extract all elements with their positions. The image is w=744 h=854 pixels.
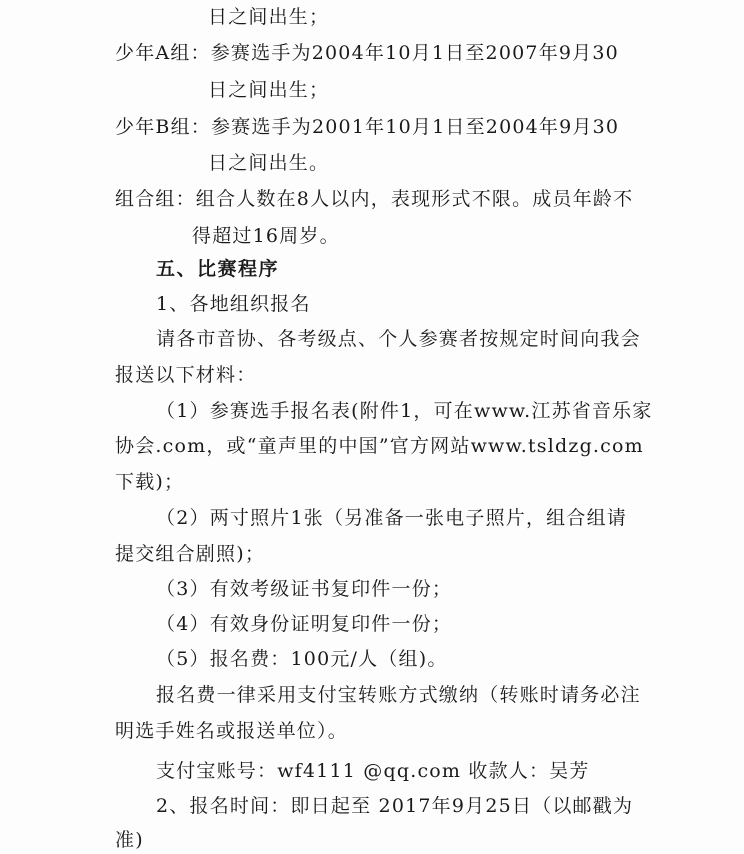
text-line-15: （2）两寸照片1张（另准备一张电子照片，组合组请 [156,507,627,529]
text-line-4: 少年B组：参赛选手为2001年10月1日至2004年9月30 [115,116,620,138]
text-line-16: 提交组合剧照)； [115,543,266,565]
payment-account-line: 支付宝账号：wf4111 @qq.com 收款人：吴芳 [156,760,590,782]
text-line-2: 少年A组：参赛选手为2004年10月1日至2007年9月30 [115,42,619,64]
text-line-3: 日之间出生； [208,79,330,101]
text-line-7: 得超过16周岁。 [192,225,340,247]
text-line-1: 日之间出生； [208,6,330,28]
text-line-11: 报送以下材料： [115,364,257,386]
text-line-24: 准) [115,829,144,851]
text-line-10: 请各市音协、各考级点、个人参赛者按规定时间向我会 [156,328,641,350]
section-heading: 五、比赛程序 [156,258,280,280]
text-line-23: 2、报名时间：即日起至 2017年9月25日（以邮戳为 [156,795,634,817]
text-line-20: 报名费一律采用支付宝转账方式缴纳（转账时请务必注 [156,684,641,706]
text-line-6: 组合组：组合人数在8人以内，表现形式不限。成员年龄不 [115,188,634,210]
text-line-12: （1）参赛选手报名表(附件1，可在www.江苏省音乐家 [156,400,653,422]
text-line-21: 明选手姓名或报送单位）。 [115,720,348,742]
text-line-17: （3）有效考级证书复印件一份； [156,578,453,600]
text-line-19: （5）报名费：100元/人（组)。 [156,648,448,670]
text-line-14: 下载)； [115,471,185,493]
text-line-18: （4）有效身份证明复印件一份； [156,613,453,635]
text-line-13: 协会.com，或“童声里的中国”官方网站www.tsldzg.com [115,435,644,457]
subsection-heading: 1、各地组织报名 [156,293,311,315]
text-line-5: 日之间出生。 [208,152,330,174]
